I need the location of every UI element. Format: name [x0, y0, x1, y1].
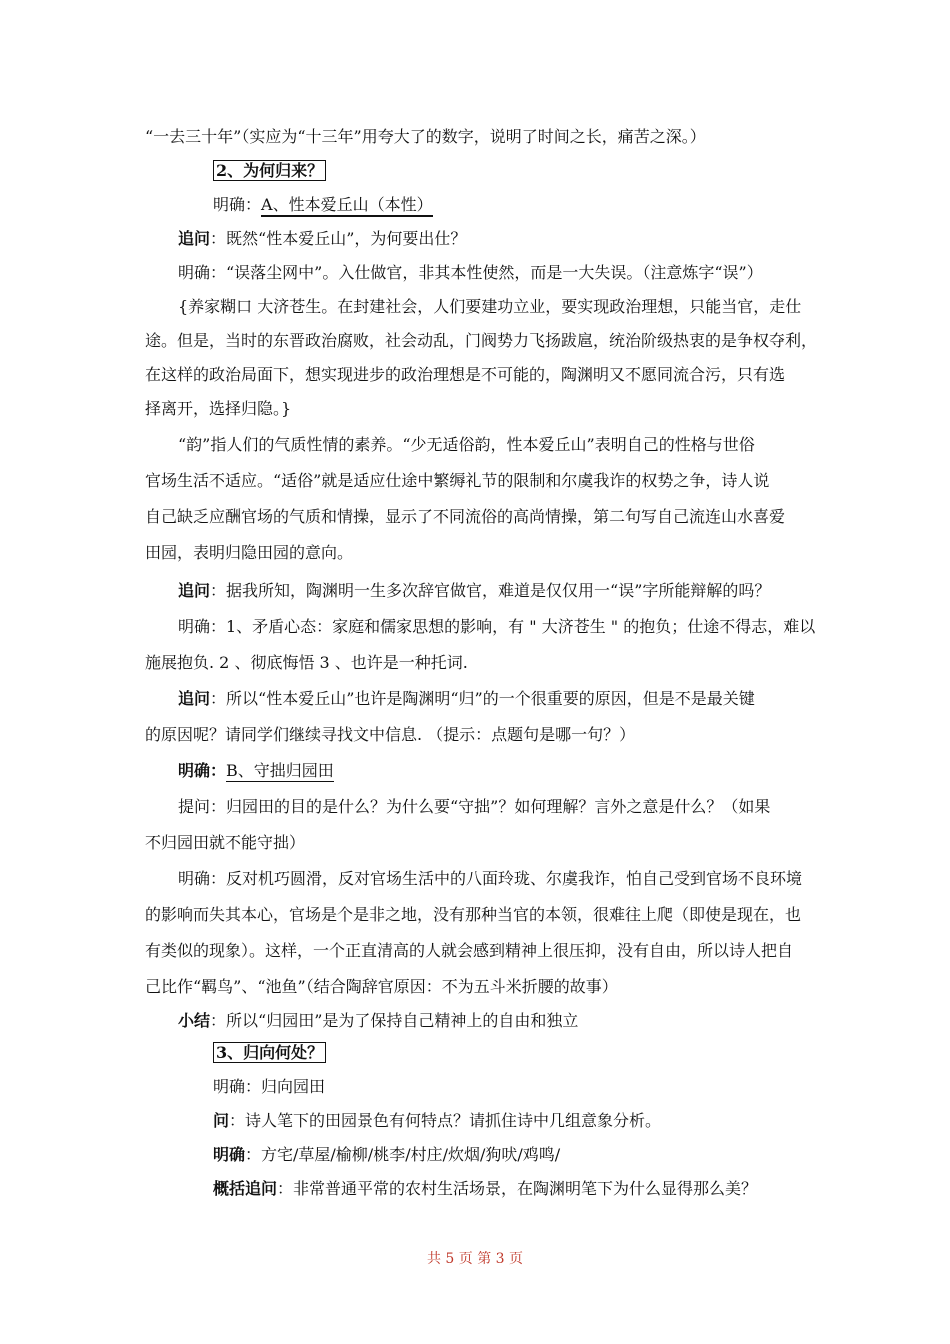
answer-underlined: B、守拙归园田 — [226, 761, 334, 780]
label: 明确： — [213, 195, 262, 214]
text-line — [178, 228, 466, 250]
text-line: 明确：1、矛盾心态：家庭和儒家思想的影响，有 " 大济苍生 " 的抱负；仕途不得志，难以 — [178, 617, 816, 636]
text-line — [178, 1010, 578, 1032]
label-bold: 明确 — [213, 1145, 246, 1164]
label-bold: 概括追问 — [213, 1179, 278, 1198]
line-text: ：所以“性本爱丘山”也许是陶渊明“归”的一个很重要的原因，但是不是最关键 — [210, 689, 755, 708]
label-bold: 追问 — [178, 581, 211, 600]
text-line: {养家糊口 大济苍生。在封建社会，人们要建功立业，要实现政治理想，只能当官，走仕 — [178, 297, 802, 316]
line-text: ：方宅/草屋/榆柳/桃李/村庄/炊烟/狗吠/鸡鸣/ — [245, 1145, 561, 1164]
text-line: 在这样的政治局面下，想实现进步的政治理想是不可能的，陶渊明又不愿同流合污，只有选 — [145, 365, 786, 384]
text-line: 施展抱负. 2 、彻底悔悟 3 、也许是一种托词. — [145, 653, 468, 672]
text-line: 择离开，选择归隐。} — [145, 399, 292, 418]
text-line: 的原因呢？请同学们继续寻找文中信息. （提示：点题句是哪一句？） — [145, 725, 636, 744]
text-line: 田园，表明归隐田园的意向。 — [145, 543, 354, 562]
text-line: 明确：“误落尘网中”。入仕做官，非其本性使然，而是一大失误。（注意炼字“误”） — [178, 263, 763, 282]
label-bold: 追问 — [178, 229, 211, 248]
text-line — [213, 194, 433, 216]
text-line — [213, 1110, 661, 1132]
text-line: 有类似的现象）。这样，一个正直清高的人就会感到精神上很压抑，没有自由，所以诗人把自 — [145, 941, 794, 960]
text-line — [178, 688, 755, 710]
heading-box: 2、为何归来？ — [213, 160, 326, 181]
text-line — [178, 580, 770, 602]
text-line: 提问：归园田的目的是什么？为什么要“守拙”？如何理解？言外之意是什么？（如果 — [178, 797, 771, 816]
section-heading — [213, 160, 326, 182]
label-bold: 小结 — [178, 1011, 211, 1030]
text-line: 的影响而失其本心，官场是个是非之地，没有那种当官的本领，很难往上爬（即使是现在，也 — [145, 905, 802, 924]
text-line: 明确：反对机巧圆滑，反对官场生活中的八面玲珑、尔虞我诈，怕自己受到官场不良环境 — [178, 869, 803, 888]
text-line: 己比作“羁鸟”、“池鱼”（结合陶辞官原因：不为五斗米折腰的故事） — [145, 977, 618, 996]
text-line: 自己缺乏应酬官场的气质和情操，显示了不同流俗的高尚情操，第二句写自己流连山水喜爱 — [145, 507, 786, 526]
line-text: ：所以“归园田”是为了保持自己精神上的自由和独立 — [210, 1011, 579, 1030]
answer-underlined: A、性本爱丘山（本性） — [261, 195, 433, 217]
line-text: ：诗人笔下的田园景色有何特点？请抓住诗中几组意象分析。 — [229, 1111, 662, 1130]
line-text: ：既然“性本爱丘山”，为何要出仕？ — [210, 229, 467, 248]
line-text: ：非常普通平常的农村生活场景，在陶渊明笔下为什么显得那么美？ — [277, 1179, 758, 1198]
heading-box: 3、归向何处？ — [213, 1042, 326, 1063]
text-line: 明确：归向园田 — [213, 1077, 326, 1096]
label-bold: 追问 — [178, 689, 211, 708]
text-line: “一去三十年”（实应为“十三年”用夸大了的数字，说明了时间之长，痛苦之深。） — [145, 127, 706, 146]
text-line: 官场生活不适应。“适俗”就是适应仕途中繁缛礼节的限制和尔虞我诈的权势之争，诗人说 — [145, 471, 770, 490]
page-footer: 共 5 页 第 3 页 — [426, 1251, 524, 1267]
label-bold: 明确： — [178, 761, 227, 780]
line-text: ：据我所知，陶渊明一生多次辞官做官，难道是仅仅用一“误”字所能辩解的吗？ — [210, 581, 771, 600]
text-line — [213, 1144, 560, 1166]
text-line — [213, 1178, 757, 1200]
text-line: 不归园田就不能守拙） — [145, 833, 306, 852]
text-line: “韵”指人们的气质性情的素养。“少无适俗韵，性本爱丘山”表明自己的性格与世俗 — [178, 435, 755, 454]
text-line — [178, 760, 334, 782]
section-heading — [213, 1042, 326, 1064]
label-bold: 问 — [213, 1111, 230, 1130]
text-line: 途。但是，当时的东晋政治腐败，社会动乱，门阀势力飞扬跋扈，统治阶级热衷的是争权夺利， — [145, 331, 818, 350]
